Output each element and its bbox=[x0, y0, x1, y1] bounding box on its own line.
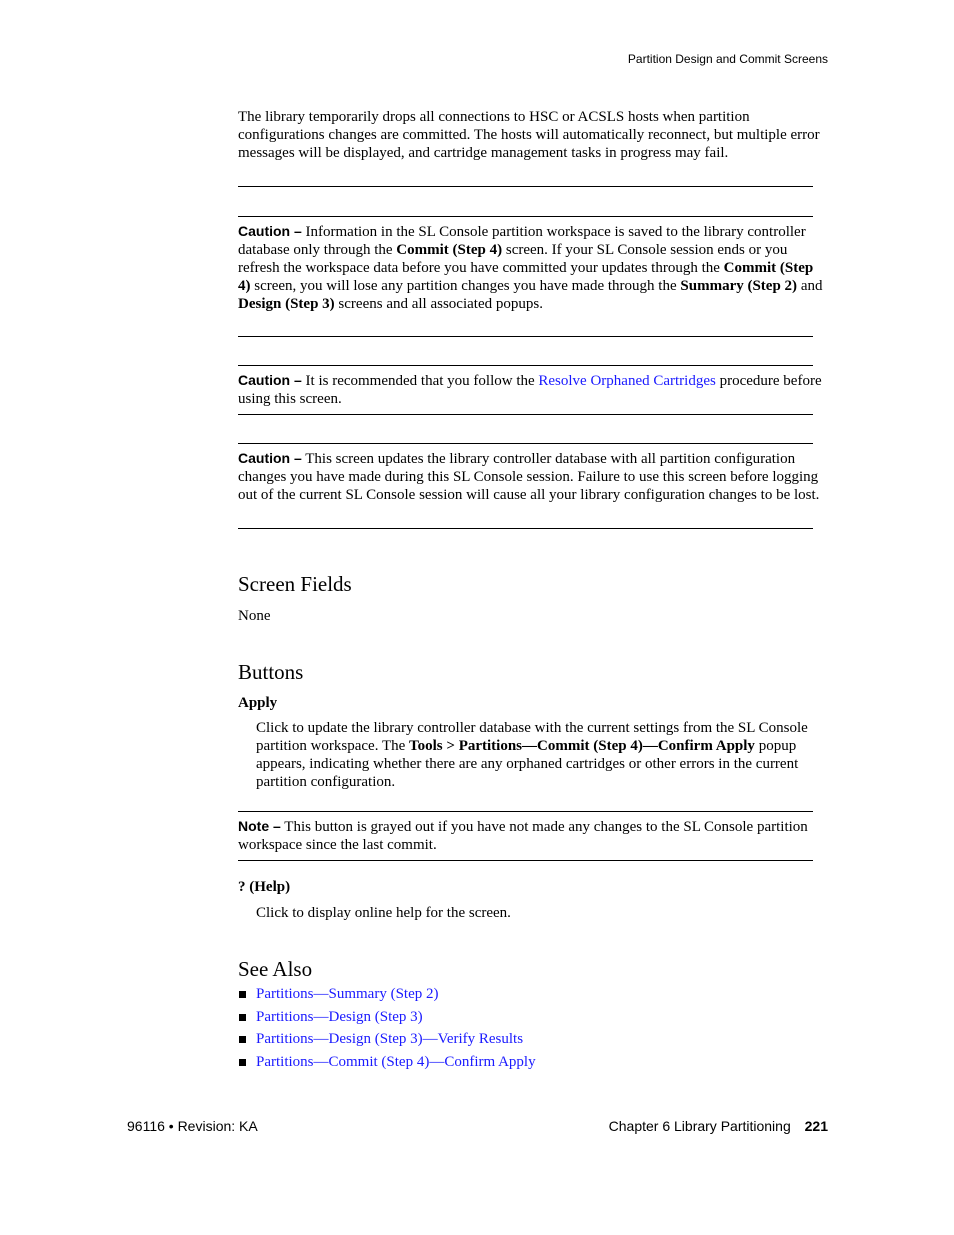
intro-paragraph: The library temporarily drops all connections to HSC or ACSLS hosts when partition configurations changes are committed. The hosts will automatically reconnect, but multiple error messages will be displayed, and cartridge management tasks in progress may fail. bbox=[238, 109, 820, 161]
divider bbox=[238, 443, 813, 444]
divider bbox=[238, 216, 813, 217]
divider bbox=[238, 528, 813, 529]
see-also-link[interactable]: Partitions—Commit (Step 4)—Confirm Apply bbox=[256, 1054, 536, 1071]
divider bbox=[238, 811, 813, 812]
caution-database: Caution – This screen updates the library controller database with all partition configuration changes you have made during this SL Console session. Failure to use this screen before logging out of the current SL Console session will cause all your library configuration changes to be lost. bbox=[238, 450, 820, 503]
footer-page-info bbox=[609, 1118, 828, 1134]
bullet-icon bbox=[239, 991, 246, 998]
bullet-icon bbox=[239, 1014, 246, 1021]
screen-fields-value: None bbox=[238, 608, 271, 624]
running-header: Partition Design and Commit Screens bbox=[627, 52, 828, 66]
see-also-link[interactable]: Partitions—Summary (Step 2) bbox=[256, 986, 439, 1002]
page-number: 221 bbox=[804, 1118, 828, 1134]
caution-label: Caution – bbox=[238, 223, 302, 239]
apply-term: Apply bbox=[238, 695, 278, 711]
apply-description: Click to update the library controller database with the current settings from the SL Console partition workspace. The Tools > Partitions—Commit (Step 4)—Confirm Apply popup appears, indicating whether there are any orphaned cartridges or other errors in the current partition configuration. bbox=[256, 720, 808, 790]
divider bbox=[238, 336, 813, 337]
buttons-heading: Buttons bbox=[238, 660, 304, 684]
caution-workspace: Caution – Information in the SL Console partition workspace is saved to the library controller database only through the Commit (Step 4) screen. If your SL Console session ends or you refresh the workspace data before you have committed your updates through the Commit (Step 4) screen, you will lose any partition changes you have made through the Summary (Step 2) and Design (Step 3) screens and all associated popups. bbox=[238, 223, 823, 312]
see-also-heading: See Also bbox=[238, 957, 313, 981]
screen-fields-heading: Screen Fields bbox=[238, 572, 352, 596]
bullet-icon bbox=[239, 1036, 246, 1043]
caution-label: Caution – bbox=[238, 450, 302, 466]
divider bbox=[238, 414, 813, 415]
note-label: Note – bbox=[238, 818, 281, 834]
note-grayed-out: Note – This button is grayed out if you have not made any changes to the SL Console partition workspace since the last commit. bbox=[238, 818, 808, 853]
help-term: ? (Help) bbox=[238, 879, 291, 895]
divider bbox=[238, 186, 813, 187]
divider bbox=[238, 365, 813, 366]
divider bbox=[238, 860, 813, 861]
caution-label: Caution – bbox=[238, 372, 302, 388]
resolve-orphaned-cartridges-link[interactable]: Resolve Orphaned Cartridges bbox=[538, 373, 716, 389]
bullet-icon bbox=[239, 1059, 246, 1066]
caution-orphaned: Caution – It is recommended that you follow the Resolve Orphaned Cartridges procedure before using this screen. bbox=[238, 372, 822, 407]
see-also-link[interactable]: Partitions—Design (Step 3)—Verify Results bbox=[256, 1031, 524, 1048]
see-also-link[interactable]: Partitions—Design (Step 3) bbox=[256, 1008, 423, 1025]
help-description: Click to display online help for the screen. bbox=[256, 905, 511, 921]
footer-doc-revision: 96116 • Revision: KA bbox=[127, 1118, 258, 1134]
footer-chapter: Chapter 6 Library Partitioning bbox=[608, 1118, 791, 1134]
